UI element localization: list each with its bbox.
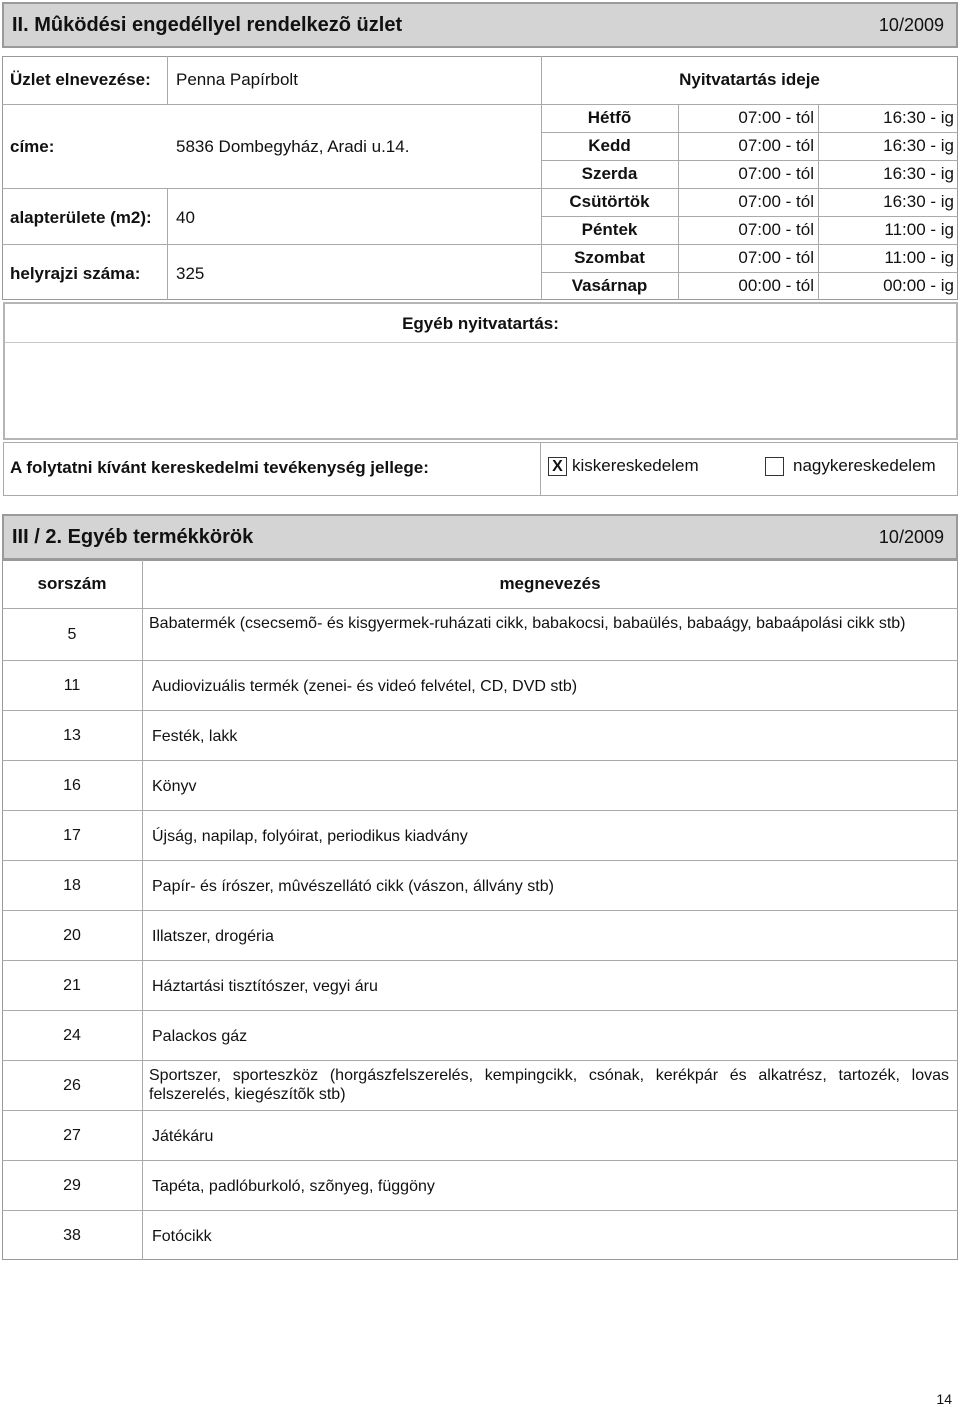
wholesale-checkbox[interactable] [765,457,784,476]
section-3-title: III / 2. Egyéb termékkörök [12,525,254,548]
day-label: Szerda [581,164,638,183]
shop-address-value: 5836 Dombegyház, Aradi u.14. [176,137,410,156]
section-3-code: 10/2009 [878,526,944,547]
other-hours-label: Egyéb nyitvatartás: [402,314,559,333]
row-name: Fotócikk [152,1227,212,1245]
hours-row-saturday [541,244,957,272]
hours-to: 16:30 - ig [883,192,954,211]
day-label: Péntek [581,220,638,239]
row-number: 38 [63,1227,81,1244]
day-label: Vasárnap [571,276,648,295]
shop-lot-value: 325 [176,264,205,283]
hours-row-friday [541,216,957,244]
shop-name-value: Penna Papírbolt [176,70,298,89]
row-number: 29 [63,1177,81,1194]
shop-area-value: 40 [176,208,195,227]
row-number: 27 [63,1127,81,1144]
row-name: Játékáru [152,1127,214,1145]
shop-name-label: Üzlet elnevezése: [10,70,151,89]
hours-row-wednesday [541,160,957,188]
row-number: 18 [63,877,81,894]
row-name: Festék, lakk [152,727,238,745]
row-name: Illatszer, drogéria [152,927,274,945]
row-number: 20 [63,927,81,944]
row-number: 21 [63,977,81,994]
hours-to: 11:00 - ig [884,220,954,239]
hours-row-thursday [541,188,957,216]
row-number: 17 [63,827,81,844]
hours-from: 07:00 - tól [738,136,814,155]
hours-to: 16:30 - ig [883,164,954,183]
day-label: Csütörtök [569,192,650,211]
table-row [3,911,957,961]
row-name: Audiovizuális termék (zenei- és videó felvétel, CD, DVD stb) [152,677,578,695]
day-label: Szombat [574,248,645,267]
table-row [3,1211,957,1261]
row-name: Palackos gáz [152,1027,248,1045]
table-row [3,861,957,911]
table-row [3,711,957,761]
day-label: Kedd [588,136,631,155]
row-name: Háztartási tisztítószer, vegyi áru [152,977,378,995]
row-name: Tapéta, padlóburkoló, szõnyeg, függöny [152,1177,435,1195]
shop-area-label: alapterülete (m2): [10,208,152,227]
table-row [3,811,957,861]
hours-to: 16:30 - ig [883,136,954,155]
row-name: Sportszer, sporteszköz (horgászfelszerelés, kempingcikk, csónak, kerékpár és alkatrész, tartozék, lovas felszerelés, kiegészítõk stb) [149,1067,949,1103]
table-row [3,961,957,1011]
hours-from: 07:00 - tól [738,220,814,239]
row-number: 11 [63,677,81,694]
row-number: 26 [63,1077,81,1094]
table-row [3,1011,957,1061]
section-3-header [2,514,958,560]
section-2-header [2,2,958,48]
hours-from: 07:00 - tól [738,164,814,183]
section-2-code: 10/2009 [878,14,944,35]
row-number: 5 [67,625,77,643]
retail-checkbox[interactable]: X [548,457,567,476]
hours-row-monday [541,104,957,132]
table-row [3,1111,957,1161]
hours-row-sunday [541,272,957,300]
section-2-title: II. Mûködési engedéllyel rendelkezõ üzlet [12,13,403,36]
opening-hours-header: Nyitvatartás ideje [679,70,820,89]
table-row [3,661,957,711]
hours-to: 16:30 - ig [883,108,954,127]
row-number: 13 [63,727,81,744]
row-name: Újság, napilap, folyóirat, periodikus kiadvány [152,827,468,845]
table-row [3,761,957,811]
hours-row-tuesday [541,132,957,160]
hours-to: 00:00 - ig [883,276,954,295]
row-name: Papír- és írószer, mûvészellátó cikk (vászon, állvány stb) [152,877,554,895]
wholesale-label: nagykereskedelem [793,456,936,475]
table-row [3,609,957,660]
hours-from: 07:00 - tól [738,108,814,127]
day-label: Hétfõ [587,108,632,127]
table-row [3,1061,957,1111]
hours-from: 00:00 - tól [738,276,814,295]
shop-address-label: címe: [10,137,55,156]
column-header-name: megnevezés [499,574,601,593]
hours-from: 07:00 - tól [738,248,814,267]
page-number: 14 [936,1391,952,1407]
row-name: Könyv [152,777,197,795]
shop-lot-label: helyrajzi száma: [10,264,141,283]
hours-from: 07:00 - tól [738,192,814,211]
column-header-number: sorszám [37,574,107,593]
hours-to: 11:00 - ig [884,248,954,267]
retail-label: kiskereskedelem [572,456,699,475]
row-number: 16 [63,777,81,794]
activity-label: A folytatni kívánt kereskedelmi tevékenység jellege: [10,458,429,477]
row-name: Babatermék (csecsemõ- és kisgyermek-ruházati cikk, babakocsi, babaülés, babaágy, babaápolási cikk stb) [149,615,906,632]
table-row [3,1161,957,1211]
row-number: 24 [63,1027,81,1044]
